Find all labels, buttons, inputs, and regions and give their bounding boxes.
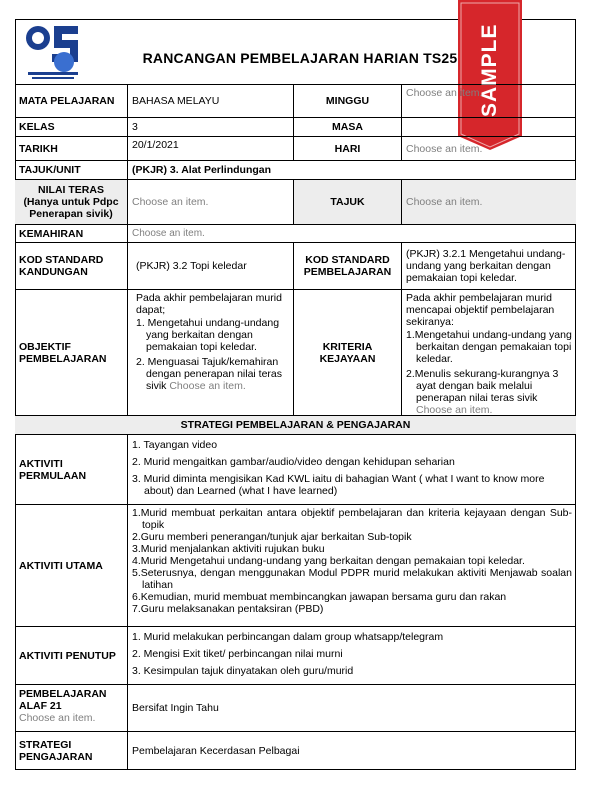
label-nilai-teras	[15, 180, 127, 224]
row-alaf21	[15, 684, 576, 731]
list-item: 3. Kesimpulan tajuk dinyatakan oleh guru/murid	[132, 665, 354, 677]
list-item: 3.Murid menjalankan aktiviti rujukan buku	[132, 543, 325, 555]
list-item: 2.Guru memberi penerangan/tunjuk ajar berkaitan Sub-topik	[132, 531, 412, 543]
list-item: 1. Tayangan video	[132, 439, 218, 451]
kriteria-item-1: 1.Mengetahui undang-undang yang berkaitan dengan pemakaian topi keledar.	[406, 329, 572, 365]
label-mata-pelajaran: MATA PELAJARAN	[19, 95, 115, 107]
row-kod-standard	[15, 242, 576, 289]
list-item: 6.Kemudian, murid membuat membincangkan jawapan bersama guru dan rakan	[132, 591, 507, 603]
value-masa[interactable]	[401, 118, 576, 136]
page-title: RANCANGAN PEMBELAJARAN HARIAN TS25	[142, 50, 458, 66]
label-tarikh: TARIKH	[19, 142, 58, 155]
label-tajuk: TAJUK	[293, 180, 401, 224]
sample-stamp-text: SAMPLE	[478, 23, 501, 117]
label-aktiviti-utama: AKTIVITI UTAMA	[19, 559, 103, 572]
list-item: 2. Mengisi Exit tiket/ perbincangan nilai murni	[132, 648, 343, 660]
list-item: 7.Guru melaksanakan pentaksiran (PBD)	[132, 603, 324, 615]
value-minggu[interactable]: Choose an item.	[401, 85, 576, 117]
value-alaf21[interactable]: Bersifat Ingin Tahu	[127, 685, 576, 731]
nilai-teras-title: NILAI TERAS	[38, 184, 104, 196]
row-strategi-heading	[15, 415, 576, 434]
label-kod-standard-pembelajaran: KOD STANDARD PEMBELAJARAN	[293, 243, 401, 289]
row-nilai-teras	[15, 179, 576, 224]
kriteria-intro: Pada akhir pembelajaran murid mencapai objektif pembelajaran sekiranya:	[406, 292, 555, 328]
value-strategi[interactable]: Pembelajaran Kecerdasan Pelbagai	[127, 732, 576, 770]
row-aktiviti-utama	[15, 504, 576, 626]
value-tajuk-unit[interactable]: (PKJR) 3. Alat Perlindungan	[127, 161, 576, 179]
value-nilai-teras[interactable]: Choose an item.	[127, 180, 293, 224]
objektif-content	[127, 290, 293, 415]
objektif-item-1: 1. Mengetahui undang-undang yang berkaitan dengan pemakaian topi keledar.	[136, 317, 280, 353]
list-item: 3. Murid diminta mengisikan Kad KWL iaitu di bahagian Want ( what I want to know more about) dan Learned (what I have learned)	[132, 473, 545, 497]
label-aktiviti-penutup: AKTIVITI PENUTUP	[19, 649, 116, 662]
objektif-item-2	[136, 356, 289, 392]
kriteria-item-2: 2.Menulis sekurang-kurangnya 3 ayat dengan baik melalui penerapan nilai teras sivik	[406, 368, 559, 404]
nilai-teras-note: (Hanya untuk Pdpc Penerapan sivik)	[23, 196, 119, 220]
value-kod-standard-kandungan[interactable]: (PKJR) 3.2 Topi keledar	[127, 243, 293, 289]
list-item: 4.Murid Mengetahui undang-undang yang berkaitan dengan pemakaian topi keledar.	[132, 555, 525, 567]
value-tarikh[interactable]: 20/1/2021	[127, 137, 293, 160]
label-tajuk-unit: TAJUK/UNIT	[19, 164, 81, 176]
row-tajuk-unit	[15, 160, 576, 179]
value-mata-pelajaran[interactable]: BAHASA MELAYU	[127, 85, 293, 117]
value-hari[interactable]: Choose an item.	[401, 137, 576, 160]
row-objektif	[15, 289, 576, 415]
label-aktiviti-permulaan: AKTIVITI PERMULAAN	[19, 457, 87, 482]
row-kemahiran	[15, 224, 576, 242]
label-kod-standard-kandungan: KOD STANDARD KANDUNGAN	[19, 254, 104, 278]
row-aktiviti-penutup	[15, 626, 576, 684]
ts25-logo	[24, 22, 82, 84]
aktiviti-utama-list	[127, 505, 576, 626]
kriteria-content	[401, 290, 576, 415]
list-item: 5.Seterusnya, dengan menggunakan Modul PDPR murid melakukan aktiviti Menjawab soalan latihan	[132, 567, 572, 591]
value-tajuk[interactable]: Choose an item.	[401, 180, 576, 224]
label-alaf21: PEMBELAJARAN ALAF 21	[19, 688, 107, 712]
value-kod-standard-pembelajaran[interactable]: (PKJR) 3.2.1 Mengetahui undang-undang yang berkaitan dengan pemakaian topi keledar.	[401, 243, 576, 289]
objektif-intro: Pada akhir pembelajaran murid dapat;	[136, 292, 282, 316]
objektif-placeholder[interactable]: Choose an item.	[169, 380, 246, 392]
objektif-item-2-text: 2. Menguasai Tajuk/kemahiran dengan penerapan nilai teras sivik	[136, 356, 283, 392]
aktiviti-permulaan-list	[127, 435, 576, 504]
kriteria-placeholder[interactable]: Choose an item.	[416, 404, 493, 415]
value-kemahiran[interactable]: Choose an item.	[127, 225, 576, 242]
list-item: 1. Murid melakukan perbincangan dalam group whatsapp/telegram	[132, 631, 444, 643]
row-tarikh	[15, 136, 576, 160]
label-kelas: KELAS	[19, 121, 55, 133]
strategi-heading: STRATEGI PEMBELAJARAN & PENGAJARAN	[180, 419, 411, 431]
row-aktiviti-permulaan	[15, 434, 576, 504]
list-item: 1.Murid membuat perkaitan antara objektif pembelajaran dan kriteria kejayaan dengan Sub-topik	[132, 507, 572, 531]
row-strategi	[15, 731, 576, 770]
label-kemahiran: KEMAHIRAN	[19, 227, 84, 240]
label-masa: MASA	[293, 118, 401, 136]
label-alaf21-cell	[15, 685, 127, 731]
list-item: 2. Murid mengaitkan gambar/audio/video dengan kehidupan seharian	[132, 456, 455, 468]
aktiviti-penutup-list	[127, 627, 576, 684]
alaf21-placeholder[interactable]: Choose an item.	[19, 712, 96, 724]
value-kelas[interactable]: 3	[127, 118, 293, 136]
label-objektif: OBJEKTIF PEMBELAJARAN	[19, 340, 107, 365]
label-strategi: STRATEGI PENGAJARAN	[19, 739, 93, 763]
label-minggu: MINGGU	[293, 85, 401, 117]
label-kriteria: KRITERIA KEJAYAAN	[293, 290, 401, 415]
label-hari: HARI	[293, 137, 401, 160]
